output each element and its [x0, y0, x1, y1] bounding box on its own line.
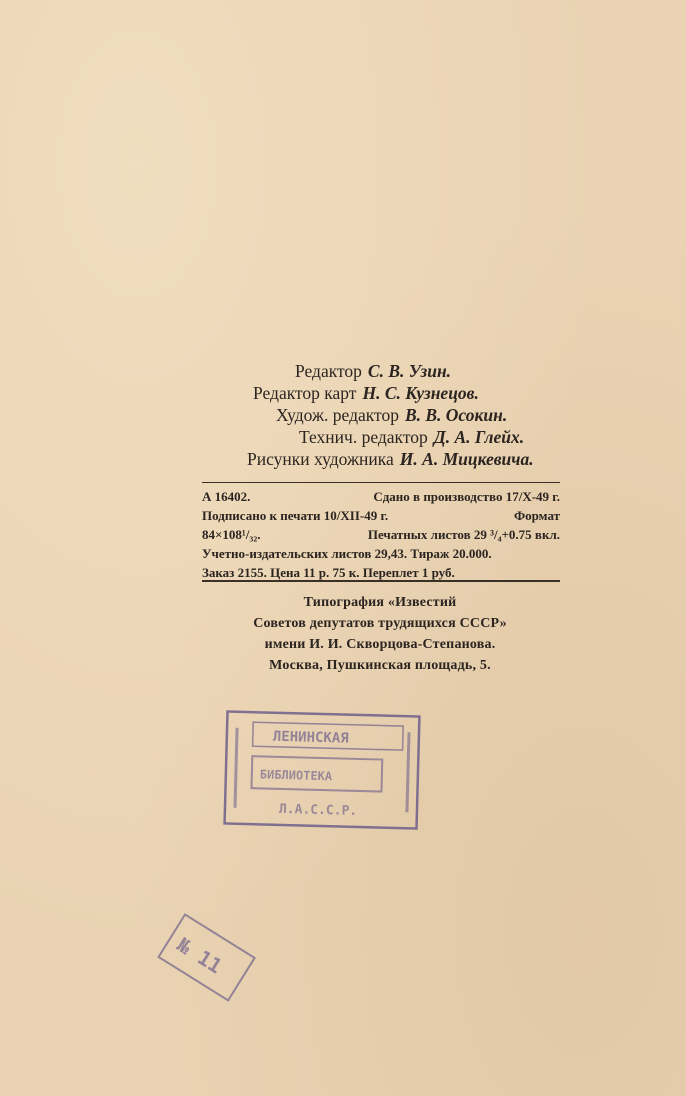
- credit-role: Рисунки художника: [247, 449, 394, 469]
- printer-line: имени И. И. Скворцова-Степанова.: [264, 637, 496, 652]
- credit-role: Технич. редактор: [299, 427, 428, 447]
- credit-role: Редактор: [295, 361, 362, 381]
- credit-role: Редактор карт: [253, 383, 357, 403]
- bleed-through-texture: [110, 95, 550, 110]
- credit-person: Д. А. Глейх.: [433, 427, 525, 447]
- library-stamp-mid: БИБЛИОТЕКА: [259, 767, 333, 784]
- credit-person: И. А. Мицкевича.: [399, 449, 534, 469]
- credit-person: С. В. Узин.: [367, 361, 452, 381]
- divider-bottom: [202, 580, 560, 582]
- credit-line: [276, 404, 656, 426]
- number-stamp-text: № 11: [172, 932, 227, 979]
- divider-top: [202, 482, 560, 483]
- library-stamp-bottom: Л.А.С.С.Р.: [278, 801, 358, 819]
- printer-line: Москва, Пушкинская площадь, 5.: [269, 658, 491, 673]
- number-stamp: [150, 910, 260, 1010]
- credit-line: [253, 382, 633, 404]
- credit-line: [295, 360, 675, 382]
- publication-data: [202, 487, 560, 582]
- format-label: Формат: [513, 508, 560, 523]
- order-code: А 16402.: [202, 489, 251, 504]
- format-value: 84×108¹/₃₂.: [202, 527, 261, 542]
- credit-line: [299, 426, 679, 448]
- printed-sheets: Печатных листов 29 ³/₄+0.75 вкл.: [367, 527, 560, 542]
- credit-line: [247, 448, 627, 470]
- credit-role: Худож. редактор: [276, 405, 399, 425]
- library-stamp: [220, 707, 423, 832]
- signed-date: Подписано к печати 10/XII-49 г.: [202, 508, 389, 523]
- printing-house: [200, 592, 560, 676]
- printer-line: Типография «Известий: [303, 595, 457, 610]
- library-stamp-graphic: [220, 707, 423, 832]
- publication-row: [202, 544, 560, 563]
- publication-row: [202, 506, 560, 525]
- printer-line: Советов депутатов трудящихся СССР»: [253, 616, 507, 631]
- publication-row: [202, 487, 560, 506]
- publication-row: [202, 525, 560, 544]
- order-price: Заказ 2155. Цена 11 р. 75 к. Переплет 1 руб.: [202, 565, 455, 580]
- production-date: Сдано в производство 17/X-49 г.: [373, 489, 560, 504]
- publisher-sheets-print-run: Учетно-издательских листов 29,43. Тираж 20.000.: [202, 546, 492, 561]
- credit-person: В. В. Осокин.: [404, 405, 508, 425]
- credit-person: Н. С. Кузнецов.: [362, 383, 479, 403]
- library-stamp-top: ЛЕНИНСКАЯ: [272, 728, 349, 747]
- credits-block: [180, 360, 560, 470]
